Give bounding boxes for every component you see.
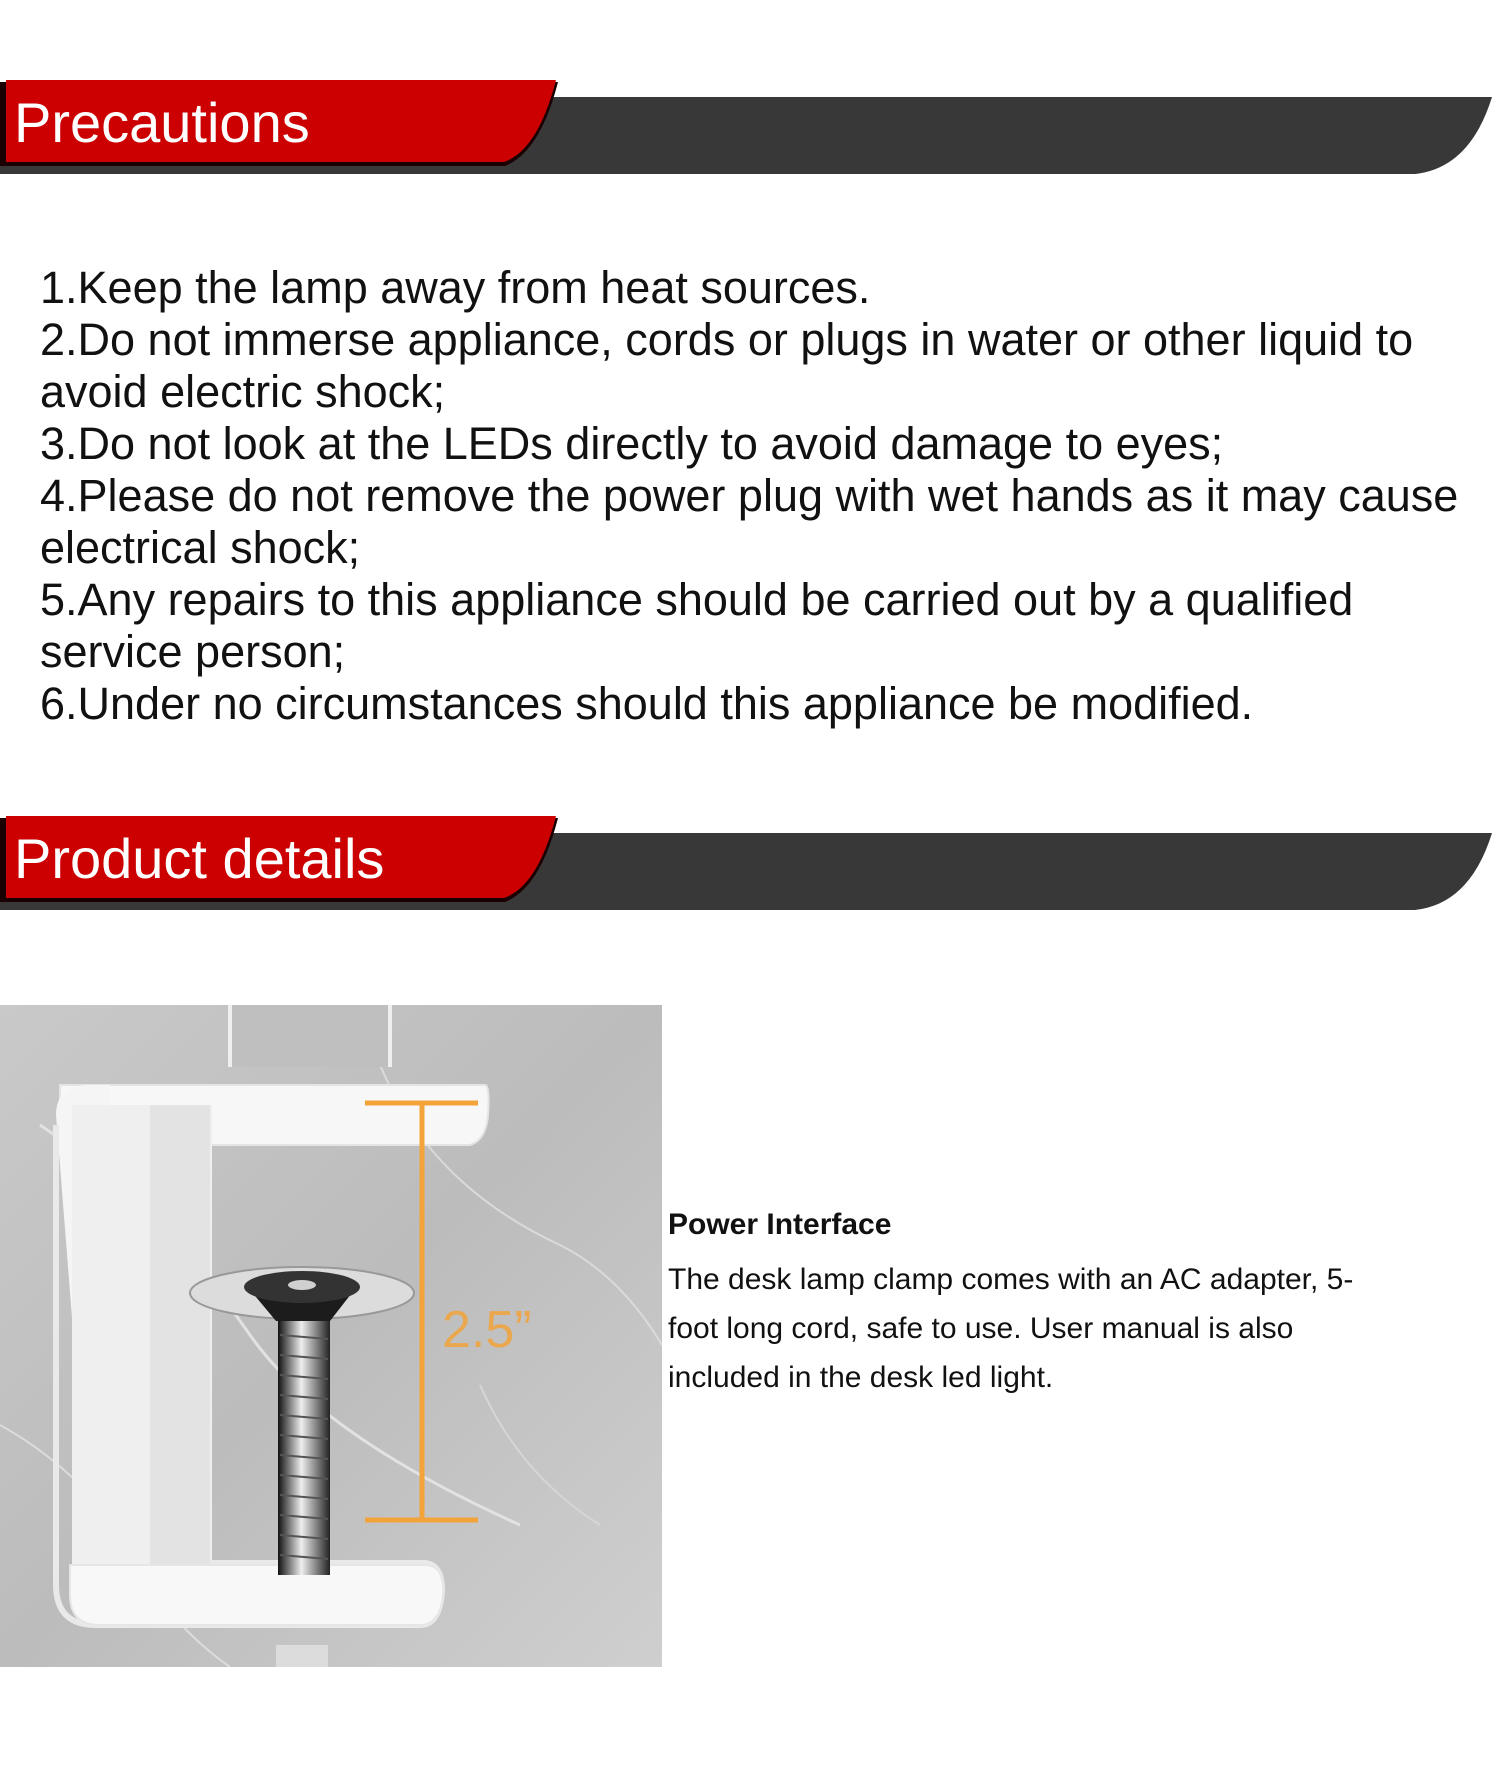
- section-title-product-details: Product details: [14, 827, 385, 890]
- section-title-precautions: Precautions: [14, 91, 310, 154]
- feature-title: Power Interface: [668, 1208, 892, 1241]
- dimension-label: 2.5”: [442, 1301, 532, 1359]
- clamp-product-image: [0, 1005, 662, 1667]
- feature-block: [668, 1205, 1408, 1402]
- precautions-list: [40, 262, 1470, 730]
- precaution-item: 2.Do not immerse appliance, cords or plugs in water or other liquid to avoid electric shock;: [40, 314, 1414, 417]
- product-details-header: [0, 816, 1500, 916]
- precaution-item: 5.Any repairs to this appliance should be carried out by a qualified service person;: [40, 574, 1354, 677]
- precaution-item: 6.Under no circumstances should this appliance be modified.: [40, 678, 1254, 729]
- clamp-illustration: [0, 1005, 662, 1667]
- precautions-header: [0, 80, 1500, 180]
- precaution-item: 3.Do not look at the LEDs directly to avoid damage to eyes;: [40, 418, 1224, 469]
- precaution-item: 1.Keep the lamp away from heat sources.: [40, 262, 871, 313]
- feature-description: The desk lamp clamp comes with an AC adapter, 5-foot long cord, safe to use. User manual is also included in the desk led light.: [668, 1263, 1354, 1394]
- precaution-item: 4.Please do not remove the power plug with wet hands as it may cause electrical shock;: [40, 470, 1459, 573]
